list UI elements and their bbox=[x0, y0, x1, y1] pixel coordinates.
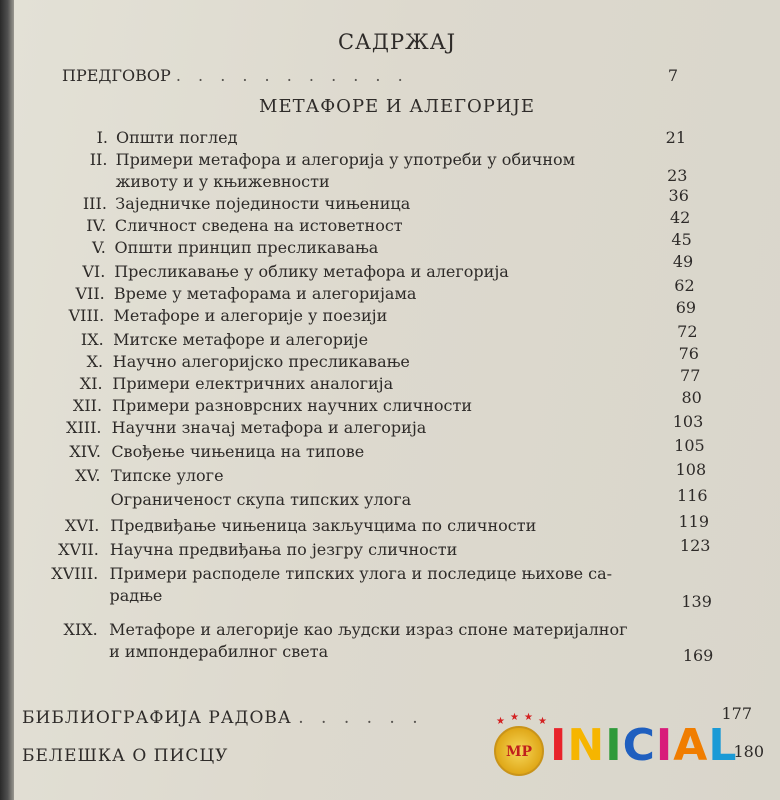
watermark-letter: A bbox=[673, 720, 709, 771]
page-title: САДРЖАЈ bbox=[337, 30, 457, 54]
preface-label: ПРЕДГОВОР bbox=[62, 66, 171, 85]
book-spine-shadow bbox=[0, 0, 14, 800]
entry-number: X. bbox=[86, 352, 104, 371]
entry-title: Пресликавање у облику метафора и алегорија bbox=[114, 262, 509, 281]
entry-title: Предвиђање чињеница закључцима по сличности bbox=[110, 516, 537, 535]
entry-page: 45 bbox=[671, 230, 692, 249]
entry-page: 62 bbox=[674, 276, 695, 295]
entry-number: V. bbox=[91, 238, 106, 257]
watermark-letter: C bbox=[622, 720, 656, 771]
entry-page: 36 bbox=[668, 186, 689, 205]
entry-page: 72 bbox=[677, 322, 698, 341]
entry-number: XVIII. bbox=[51, 564, 99, 583]
entry-page: 69 bbox=[675, 298, 697, 317]
entry-title: Општи поглед bbox=[116, 128, 238, 147]
watermark-letter: L bbox=[708, 720, 738, 771]
entry-title: Метафоре и алегорије као људски израз споне материјалног bbox=[109, 620, 628, 639]
entry-number: VI. bbox=[82, 262, 106, 281]
entry-title: Митске метафоре и алегорије bbox=[113, 330, 369, 349]
star-icon: ★ bbox=[496, 716, 505, 727]
watermark-letter: I bbox=[605, 720, 623, 771]
book-page bbox=[14, 0, 780, 800]
entry-number: XIX. bbox=[63, 620, 98, 639]
watermark-letter: N bbox=[567, 720, 606, 771]
entry-title: и импондерабилног света bbox=[109, 642, 329, 661]
entry-title: Ограниченост скупа типских улога bbox=[110, 490, 412, 509]
entry-title: животу и у књижевности bbox=[115, 172, 330, 191]
entry-title: Примери расподеле типских улога и последице њихове са- bbox=[109, 564, 613, 583]
entry-number: IV. bbox=[86, 216, 107, 235]
entry-title: Типске улоге bbox=[110, 466, 224, 485]
appendix-row: БИБЛИОГРАФИЈА РАДОВА . . . . . . bbox=[22, 708, 424, 728]
appendix-page: 180 bbox=[733, 742, 764, 761]
entry-number: III. bbox=[82, 194, 107, 213]
entry-page: 21 bbox=[665, 128, 686, 147]
entry-title: Општи принцип пресликавања bbox=[114, 238, 379, 257]
watermark-letter: I bbox=[655, 720, 674, 771]
entry-page: 105 bbox=[674, 436, 705, 455]
badge-text: MP bbox=[505, 744, 533, 760]
entry-number: IX. bbox=[80, 330, 104, 349]
section-title: МЕТАФОРЕ И АЛЕГОРИЈЕ bbox=[259, 96, 535, 117]
entry-title: Научни значај метафора и алегорија bbox=[111, 418, 427, 437]
entry-number: XII. bbox=[72, 396, 103, 415]
entry-number: XI. bbox=[79, 374, 103, 393]
preface-page: 7 bbox=[667, 66, 678, 85]
watermark-text bbox=[550, 720, 737, 771]
star-icon: ★ bbox=[524, 712, 533, 723]
entry-title: Научна предвиђања по језгру сличности bbox=[109, 540, 458, 559]
badge-icon bbox=[494, 726, 544, 776]
preface-row: ПРЕДГОВОР . . . . . . . . . . . bbox=[62, 66, 409, 85]
entry-title: Заједничке појединости чињеница bbox=[115, 194, 411, 213]
entry-title: Примери разноврсних научних сличности bbox=[112, 396, 473, 415]
entry-number: XVI. bbox=[65, 516, 100, 535]
entry-title: Примери метафора и алегорија у употреби у обичном bbox=[115, 150, 576, 169]
entry-title: радње bbox=[109, 586, 163, 605]
entry-number: XIV. bbox=[69, 442, 101, 461]
entry-number: II. bbox=[89, 150, 108, 169]
entry-number: XVII. bbox=[58, 540, 99, 559]
entry-page: 76 bbox=[678, 344, 699, 363]
entry-page: 139 bbox=[681, 592, 712, 611]
entry-page: 42 bbox=[669, 208, 691, 227]
appendix-label: БИБЛИОГРАФИЈА РАДОВА bbox=[22, 708, 292, 728]
entry-page: 77 bbox=[680, 366, 701, 385]
entry-page: 103 bbox=[672, 412, 704, 431]
entry-number: XIII. bbox=[66, 418, 102, 437]
entry-page: 169 bbox=[682, 646, 714, 665]
entry-page: 116 bbox=[677, 486, 708, 505]
entry-page: 119 bbox=[678, 512, 710, 531]
entry-number: XV. bbox=[75, 466, 101, 485]
star-icon: ★ bbox=[510, 712, 519, 723]
entry-title: Метафоре и алегорије у поезији bbox=[113, 306, 388, 325]
entry-page: 108 bbox=[675, 460, 707, 479]
entry-page: 49 bbox=[672, 252, 694, 271]
appendix-page: 177 bbox=[721, 704, 752, 723]
entry-page: 80 bbox=[681, 388, 702, 407]
entry-title: Време у метафорама и алегоријама bbox=[113, 284, 417, 303]
entry-page: 23 bbox=[667, 166, 688, 185]
entry-page: 123 bbox=[679, 536, 711, 555]
entry-number: I. bbox=[96, 128, 108, 147]
entry-title: Сличност сведена на истоветност bbox=[114, 216, 403, 235]
appendix-label: БЕЛЕШКА О ПИСЦУ bbox=[22, 746, 229, 766]
star-icon: ★ bbox=[538, 716, 547, 727]
entry-number: VIII. bbox=[68, 306, 105, 325]
entry-title: Свођење чињеница на типове bbox=[111, 442, 365, 461]
appendix-row bbox=[22, 746, 228, 766]
entry-title: Научно алегоријско пресликавање bbox=[112, 352, 410, 371]
watermark-logo bbox=[488, 712, 778, 792]
entry-number: VII. bbox=[75, 284, 105, 303]
entry-title: Примери електричних аналогија bbox=[112, 374, 394, 393]
watermark-letter: I bbox=[550, 720, 568, 771]
